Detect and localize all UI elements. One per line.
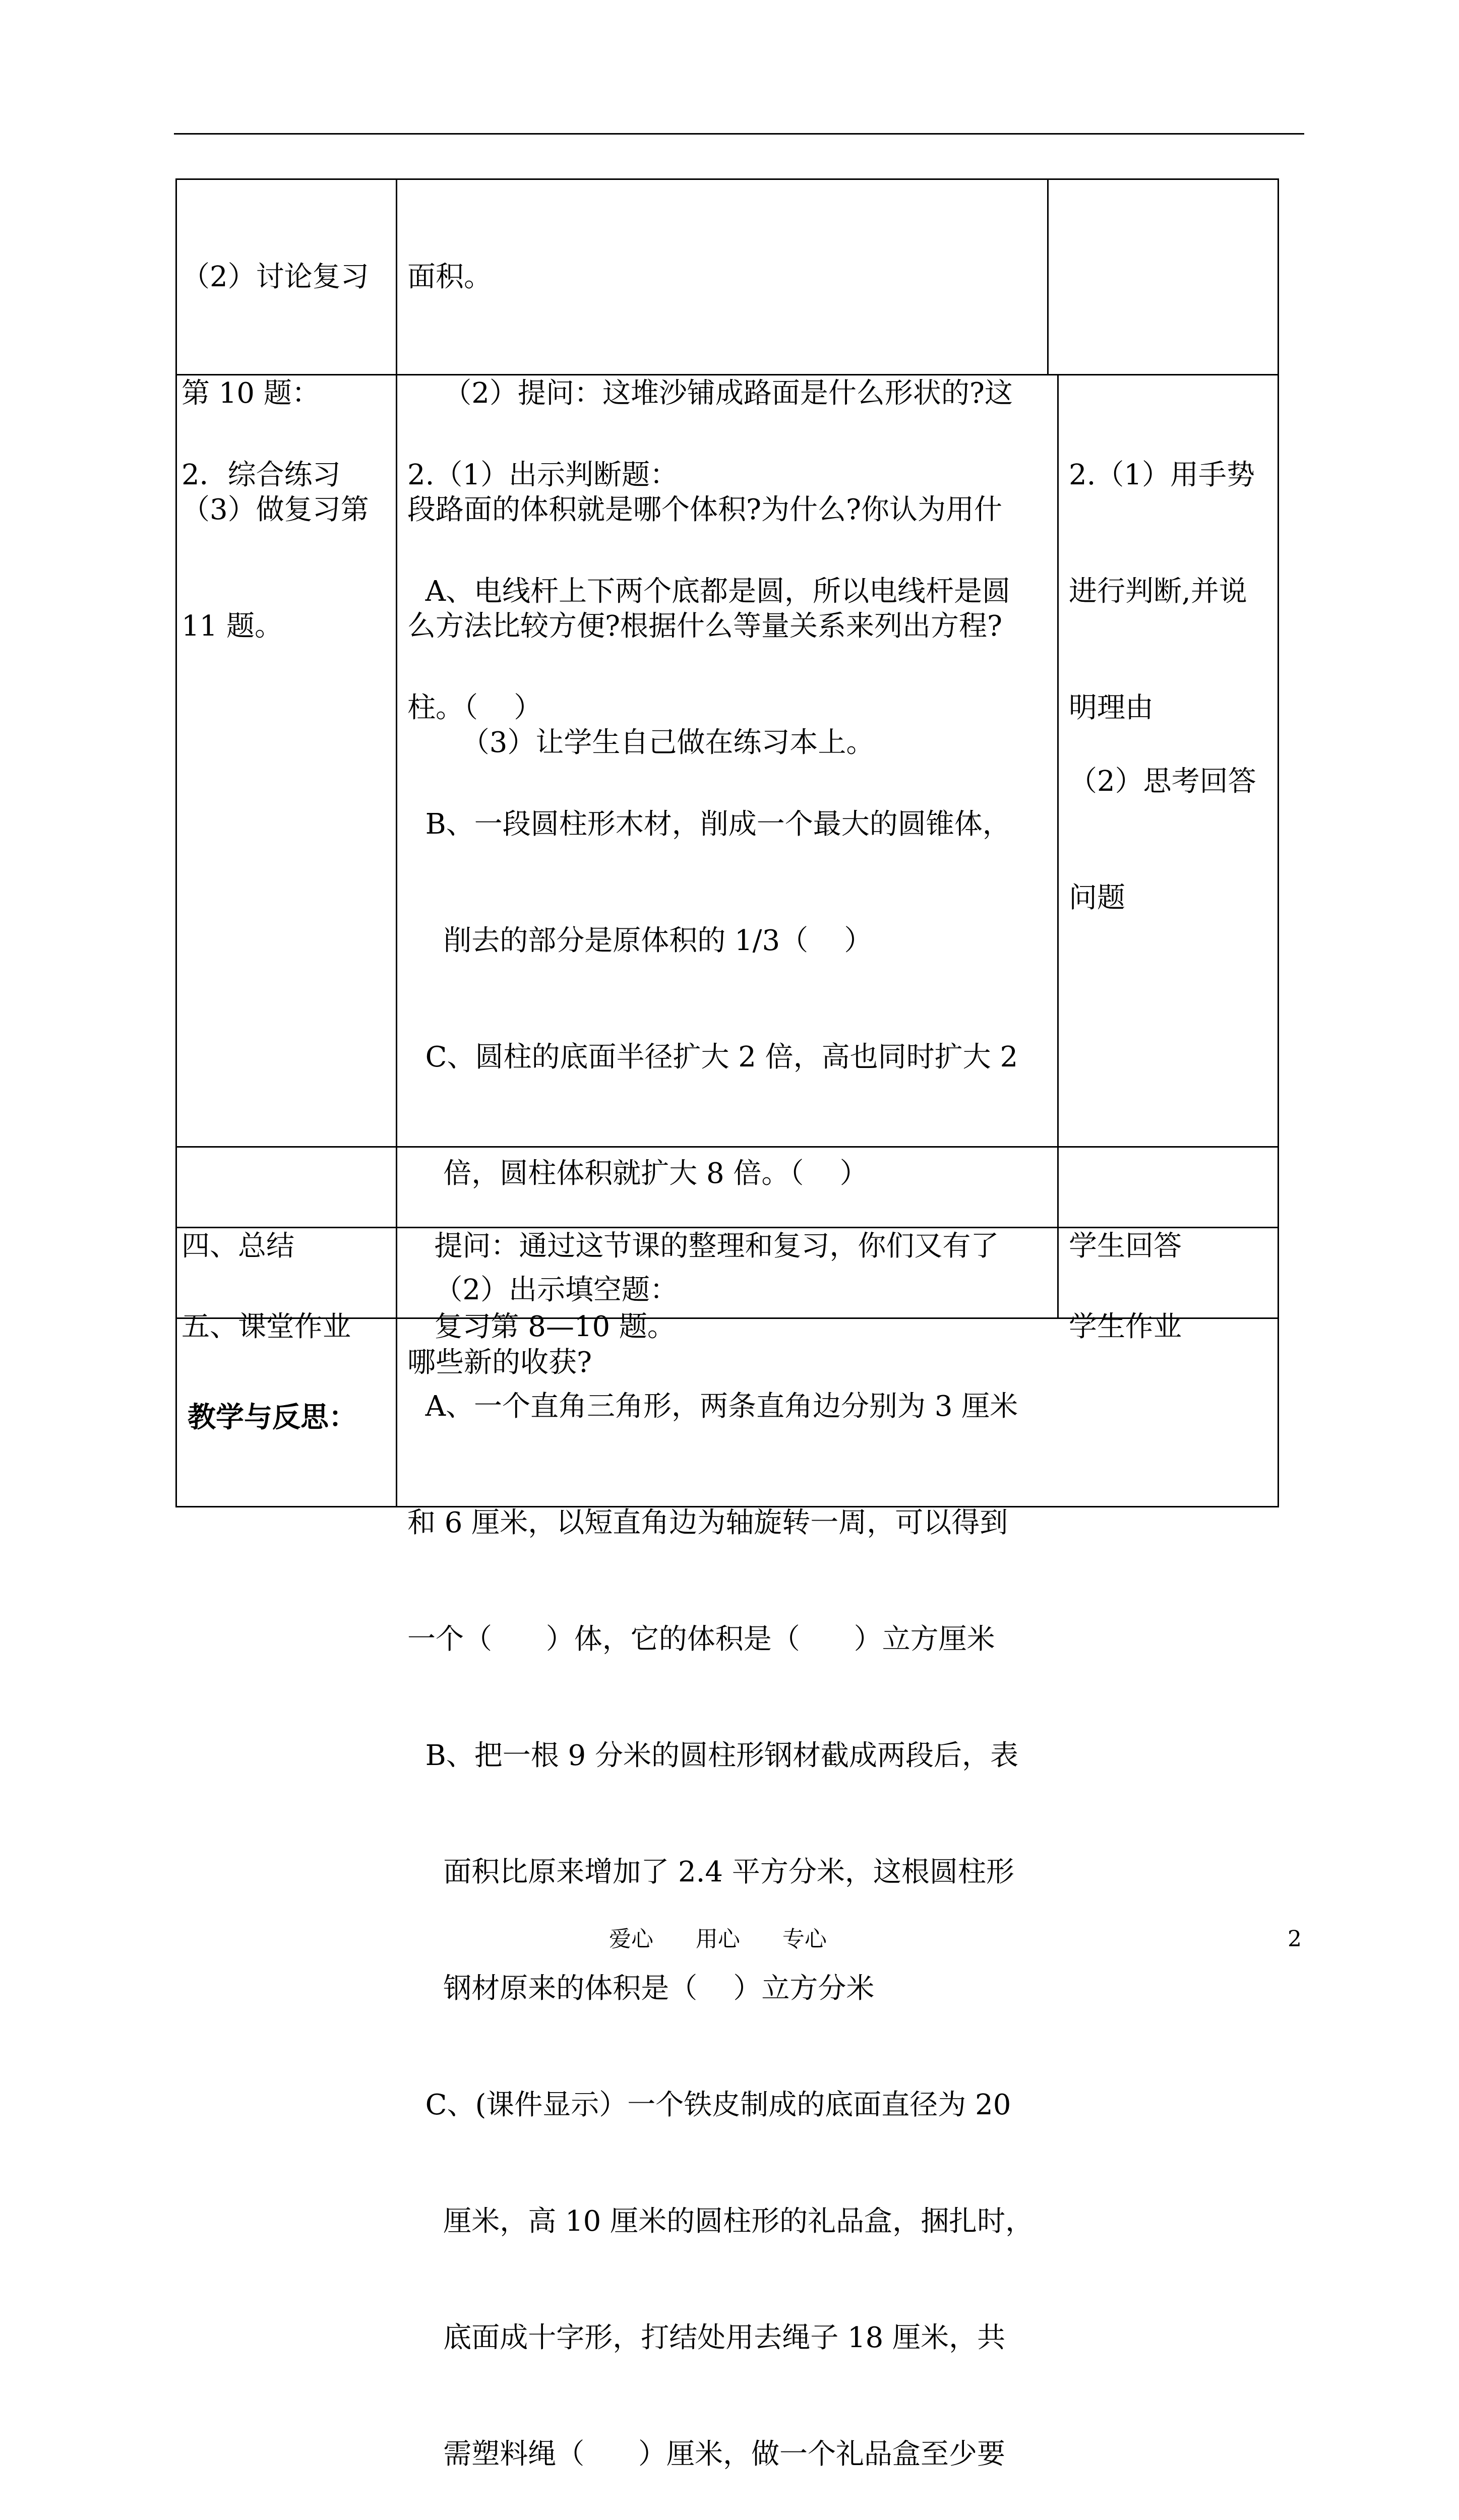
text-line: （2）提问：这堆沙铺成路面是什么形状的?这 — [407, 377, 1013, 410]
text-line: （3）让学生自己做在练习本上。 — [407, 726, 875, 759]
text-line: C、圆柱的底面半径扩大 2 倍，高也同时扩大 2 — [407, 1041, 1018, 1074]
table-border-col1 — [396, 178, 397, 1507]
text-line: 钢材原来的体积是（ ）立方分米 — [407, 1972, 875, 2005]
text-line: A、电线杆上下两个底都是圆，所以电线杆是圆 — [407, 575, 1011, 608]
text-line: 厘米，高 10 厘米的圆柱形的礼品盒，捆扎时， — [407, 2205, 1034, 2238]
header-rule — [174, 133, 1304, 135]
text-line: 需塑料绳（ ）厘米，做一个礼品盒至少要 — [407, 2438, 1006, 2471]
text-line: 明理由 — [1069, 691, 1153, 724]
text-line: 进行判断,并说 — [1069, 575, 1247, 608]
text-line: 柱。（ ） — [407, 691, 542, 724]
table-border-col2 — [1057, 374, 1059, 1319]
text-line: 学生作业 — [1069, 1310, 1182, 1343]
text-line: C、(课件显示）一个铁皮制成的底面直径为 20 — [407, 2089, 1011, 2121]
text-line: （2）讨论复习 — [181, 261, 369, 293]
text-line: 哪些新的收获? — [407, 1346, 592, 1379]
table-border-right — [1278, 178, 1279, 1507]
text-line: （3）做复习第 — [181, 493, 369, 526]
text-line: 第 10 题： — [181, 377, 320, 410]
text-line: 面积比原来增加了 2.4 平方分米，这根圆柱形 — [407, 1856, 1014, 1888]
table-border-left — [175, 178, 177, 1507]
text-line: 底面成十字形，打结处用去绳子 18 厘米，共 — [407, 2321, 1006, 2354]
row5-col1-reflection-label — [188, 1320, 394, 1515]
row2-col1 — [181, 378, 394, 572]
text-line: 段路面的体积就是哪个体积?为什么?你认为用什 — [407, 493, 1003, 526]
text-line: A、一个直角三角形，两条直角边分别为 3 厘米 — [407, 1390, 1018, 1423]
text-line: 一个（ ）体，它的体积是（ ）立方厘米 — [407, 1623, 995, 1656]
text-line: （2）出示填空题： — [407, 1274, 679, 1306]
text-line: 倍，圆柱体积就扩大 8 倍。（ ） — [407, 1157, 868, 1190]
text-line: 问题 — [1069, 881, 1125, 914]
text-line: 11 题。 — [181, 610, 283, 643]
text-line: 和 6 厘米，以短直角边为轴旋转一周，可以得到 — [407, 1506, 1008, 1539]
text-line: 2.（1）出示判断题： — [407, 459, 679, 491]
row5-col2-reflection-blank — [407, 1320, 1264, 1502]
text-line: 2.（1）用手势 — [1069, 459, 1255, 491]
footer-slogan: 爱心 用心 专心 — [609, 1926, 827, 1952]
text-line: 五、课堂作业 — [181, 1310, 351, 1343]
text-line: B、把一根 9 分米的圆柱形钢材截成两段后，表 — [407, 1739, 1018, 1772]
text-line: （2）思考回答 — [1069, 765, 1256, 798]
text-line: 2．综合练习 — [181, 459, 341, 491]
text-line: 教学与反思： — [188, 1401, 357, 1434]
text-line: 提问：通过这节课的整理和复习，你们又有了 — [407, 1230, 999, 1263]
text-line: B、一段圆柱形木材，削成一个最大的圆锥体， — [407, 808, 1011, 841]
page-number: 2 — [1288, 1926, 1302, 1952]
text-line: 面积。 — [407, 261, 492, 293]
table-border-col2-top — [1047, 178, 1049, 375]
row2-col3-answer-note — [1069, 684, 1276, 995]
text-line: 复习第 8—10 题。 — [407, 1310, 676, 1343]
text-line: 削去的部分是原体积的 1/3（ ） — [407, 924, 873, 957]
text-line: 学生回答 — [1069, 1230, 1182, 1263]
text-line: 四、总结 — [181, 1230, 294, 1263]
text-line: 么方法比较方便?根据什么等量关系来列出方程? — [407, 610, 1003, 643]
